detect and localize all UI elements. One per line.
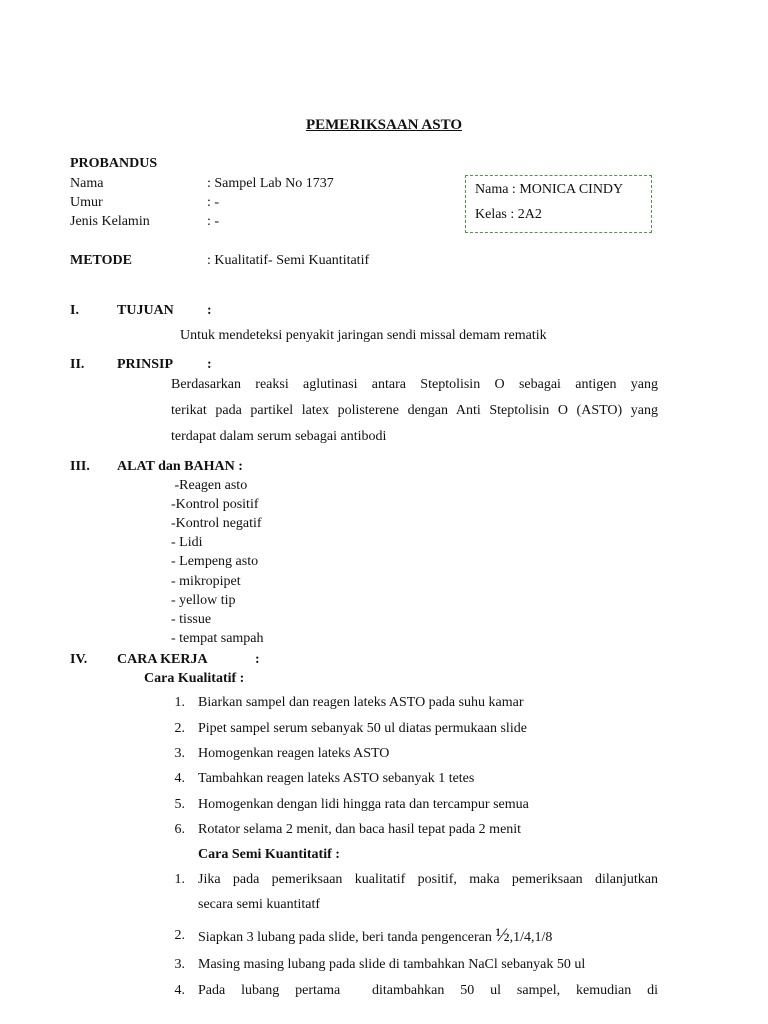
alat-heading: ALAT dan BAHAN : [117, 459, 243, 474]
tujuan-heading: TUJUAN [117, 303, 174, 318]
alat-item: - mikropipet [171, 574, 241, 589]
kualitatif-heading: Cara Kualitatif : [144, 671, 245, 686]
alat-item: -Reagen asto [171, 478, 248, 493]
tujuan-colon: : [207, 303, 212, 318]
step-number: 4. [174, 983, 185, 998]
prinsip-line: terdapat dalam serum sebagai antibodi [171, 429, 387, 444]
probandus-heading: PROBANDUS [70, 156, 158, 171]
step-text: Biarkan sampel dan reagen lateks ASTO pada suhu kamar [198, 695, 524, 710]
fraction-half: ½ [495, 925, 510, 946]
section-number: I. [70, 303, 79, 318]
step-number: 2. [174, 928, 185, 943]
step-text: Rotator selama 2 menit, dan baca hasil tepat pada 2 menit [198, 822, 522, 837]
umur-label: Umur [70, 195, 103, 210]
tujuan-text: Untuk mendeteksi penyakit jaringan sendi missal demam rematik [180, 328, 547, 343]
alat-item: - tempat sampah [171, 631, 264, 646]
step-number: 5. [174, 797, 185, 812]
prinsip-colon: : [207, 357, 212, 372]
student-name: Nama : MONICA CINDY [475, 182, 624, 197]
nama-label: Nama [70, 176, 104, 191]
step-number: 4. [174, 771, 185, 786]
step-text: Siapkan 3 lubang pada slide, beri tanda pengenceran ½,1/4,1/8 [198, 925, 553, 946]
step-text: Homogenkan dengan lidi hingga rata dan tercampur semua [198, 797, 529, 812]
prinsip-heading: PRINSIP [117, 357, 174, 372]
alat-item: - tissue [171, 612, 212, 627]
prinsip-line: terikat pada partikel latex polisterene dengan Anti Steptolisin O (ASTO) yang [171, 403, 658, 418]
section-number: III. [70, 459, 90, 474]
alat-item: -Kontrol positif [171, 497, 259, 512]
cara-kerja-colon: : [255, 652, 260, 667]
section-number: IV. [70, 652, 88, 667]
step-number: 1. [174, 695, 185, 710]
step-number: 3. [174, 957, 185, 972]
step-text: Pada lubang pertama ditambahkan 50 ul sampel, kemudian di [198, 983, 658, 998]
alat-item: - yellow tip [171, 593, 236, 608]
metode-label: METODE [70, 253, 132, 268]
alat-item: - Lempeng asto [171, 554, 259, 569]
jenis-kelamin-label: Jenis Kelamin [70, 214, 150, 229]
step-number: 6. [174, 822, 185, 837]
semi-kuantitatif-heading: Cara Semi Kuantitatif : [198, 847, 340, 862]
step-number: 2. [174, 721, 185, 736]
step-text: Jika pada pemeriksaan kualitatif positif, maka pemeriksaan dilanjutkan [198, 872, 658, 887]
step-text: Pipet sampel serum sebanyak 50 ul diatas permukaan slide [198, 721, 527, 736]
step-text: Homogenkan reagen lateks ASTO [198, 746, 390, 761]
student-class: Kelas : 2A2 [475, 207, 542, 222]
jenis-kelamin-value: : - [207, 214, 220, 229]
section-number: II. [70, 357, 85, 372]
nama-value: : Sampel Lab No 1737 [207, 176, 334, 191]
step-text-continued: secara semi kuantitatf [198, 897, 321, 912]
alat-item: - Lidi [171, 535, 203, 550]
step-number: 1. [174, 872, 185, 887]
alat-item: -Kontrol negatif [171, 516, 262, 531]
prinsip-line: Berdasarkan reaksi aglutinasi antara Steptolisin O sebagai antigen yang [171, 377, 658, 392]
step-number: 3. [174, 746, 185, 761]
document-title: PEMERIKSAAN ASTO [305, 117, 462, 133]
step-text: Masing masing lubang pada slide di tambahkan NaCl sebanyak 50 ul [198, 957, 586, 972]
step-text: Tambahkan reagen lateks ASTO sebanyak 1 tetes [198, 771, 475, 786]
metode-value: : Kualitatif- Semi Kuantitatif [207, 253, 370, 268]
umur-value: : - [207, 195, 220, 210]
cara-kerja-heading: CARA KERJA [117, 652, 208, 667]
